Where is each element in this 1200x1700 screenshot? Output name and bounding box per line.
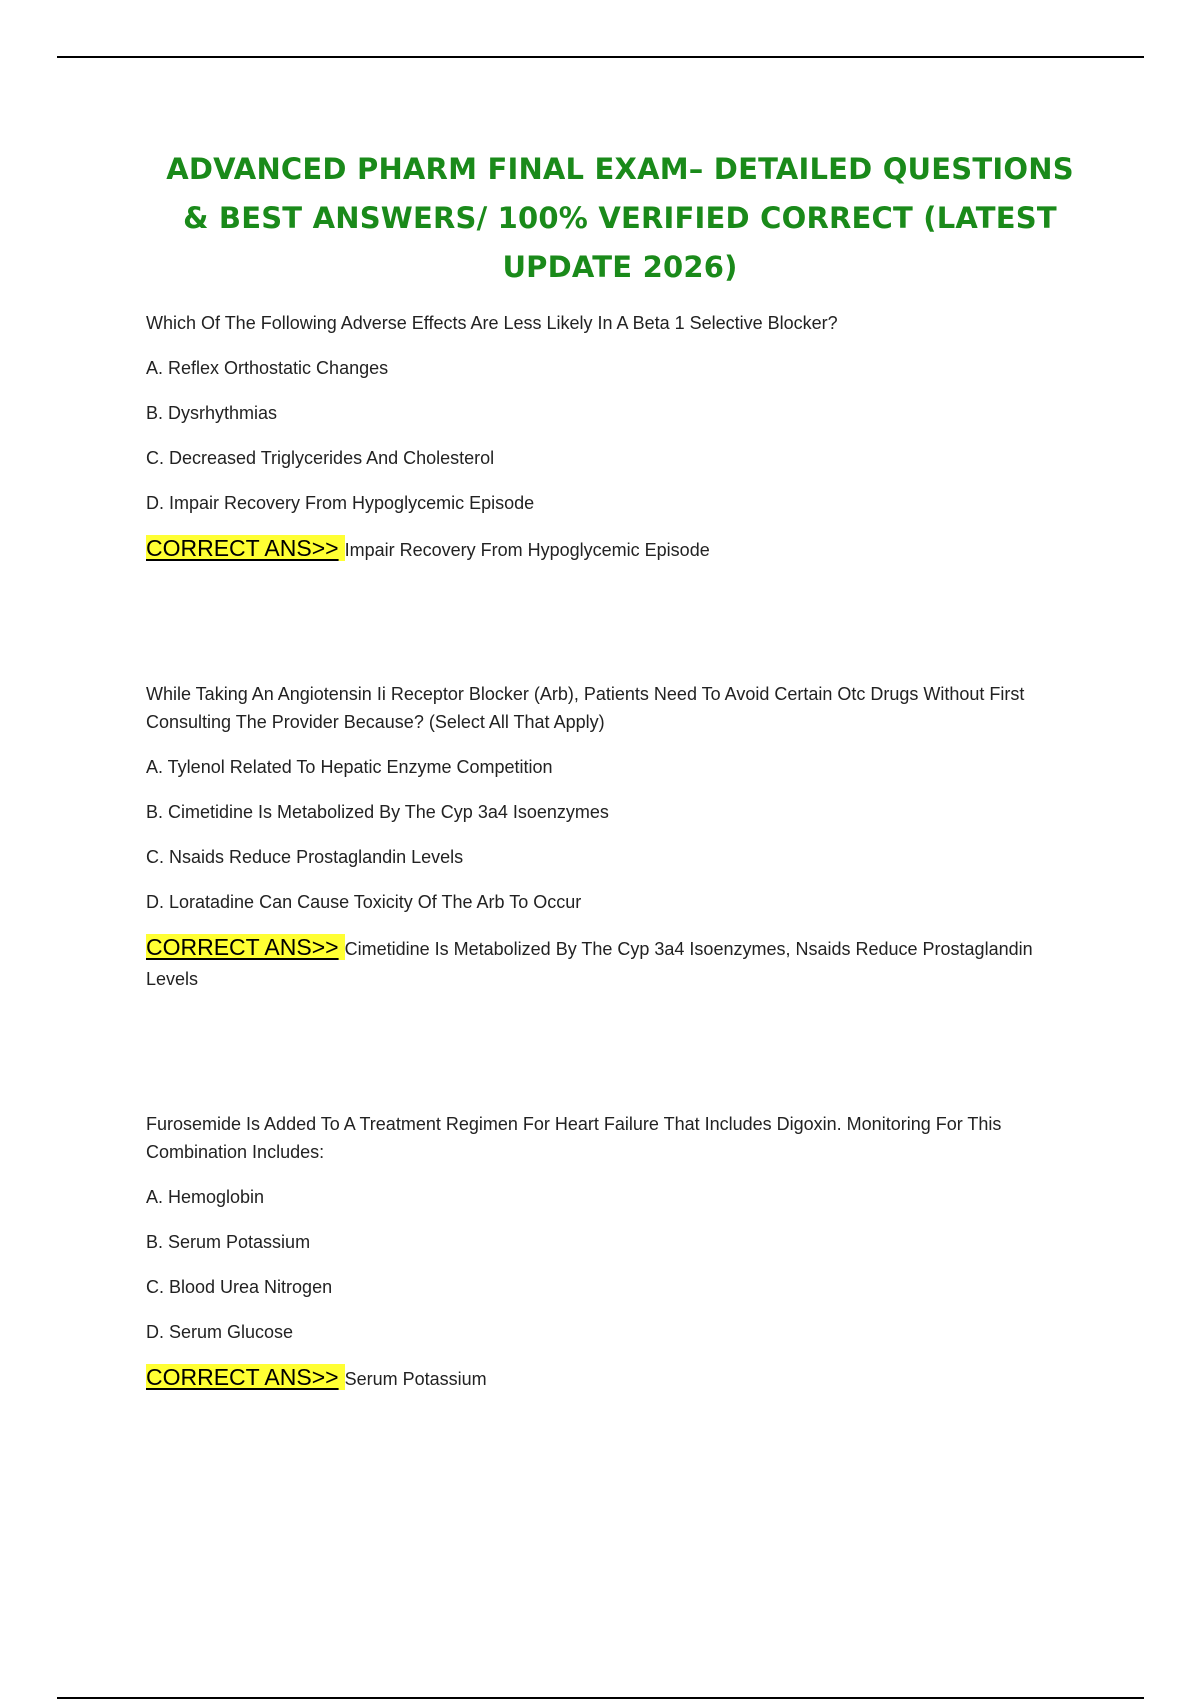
option-d: D. Impair Recovery From Hypoglycemic Episode [146,493,535,513]
question-block-3 [146,1110,1076,1394]
option-c: C. Decreased Triglycerides And Cholesterol [146,448,495,468]
correct-answer [146,1362,1076,1394]
correct-answer [146,533,1076,565]
correct-answer [146,932,1076,994]
option-b: B. Dysrhythmias [146,403,278,423]
question-block-2 [146,680,1076,994]
answer-options [146,1183,1076,1346]
option-c: C. Nsaids Reduce Prostaglandin Levels [146,847,464,867]
answer-options [146,753,1076,916]
correct-answer-label: CORRECT ANS>> [146,535,345,561]
option-b: B. Serum Potassium [146,1232,311,1252]
option-b: B. Cimetidine Is Metabolized By The Cyp 3a4 Isoenzymes [146,802,609,822]
option-a: A. Hemoglobin [146,1187,265,1207]
option-d: D. Serum Glucose [146,1322,294,1342]
bottom-rule [57,1697,1144,1699]
top-rule [57,56,1144,58]
question-block-1 [146,309,1076,565]
document-title: ADVANCED PHARM FINAL EXAM– DETAILED QUESTIONS & BEST ANSWERS/ 100% VERIFIED CORRECT (LATEST UPDATE 2026) [166,152,1074,284]
correct-answer-label: CORRECT ANS>> [146,934,345,960]
answer-options [146,354,1076,517]
option-c: C. Blood Urea Nitrogen [146,1277,333,1297]
question-text: Which Of The Following Adverse Effects Are Less Likely In A Beta 1 Selective Blocker? [146,313,838,333]
option-a: A. Reflex Orthostatic Changes [146,358,389,378]
correct-answer-label: CORRECT ANS>> [146,1364,345,1390]
correct-answer-text: Serum Potassium [344,1369,487,1389]
correct-answer-text: Impair Recovery From Hypoglycemic Episode [344,540,710,560]
option-a: A. Tylenol Related To Hepatic Enzyme Competition [146,757,553,777]
question-text: Furosemide Is Added To A Treatment Regimen For Heart Failure That Includes Digoxin. Monitoring For This Combination Includes: [146,1114,1002,1162]
option-d: D. Loratadine Can Cause Toxicity Of The Arb To Occur [146,892,582,912]
correct-answer-text: Cimetidine Is Metabolized By The Cyp 3a4 Isoenzymes, Nsaids Reduce Prostaglandin Levels [146,939,1033,989]
question-text: While Taking An Angiotensin Ii Receptor Blocker (Arb), Patients Need To Avoid Certain Otc Drugs Without First Consulting The Provider Because? (Select All That Apply) [146,684,1025,732]
